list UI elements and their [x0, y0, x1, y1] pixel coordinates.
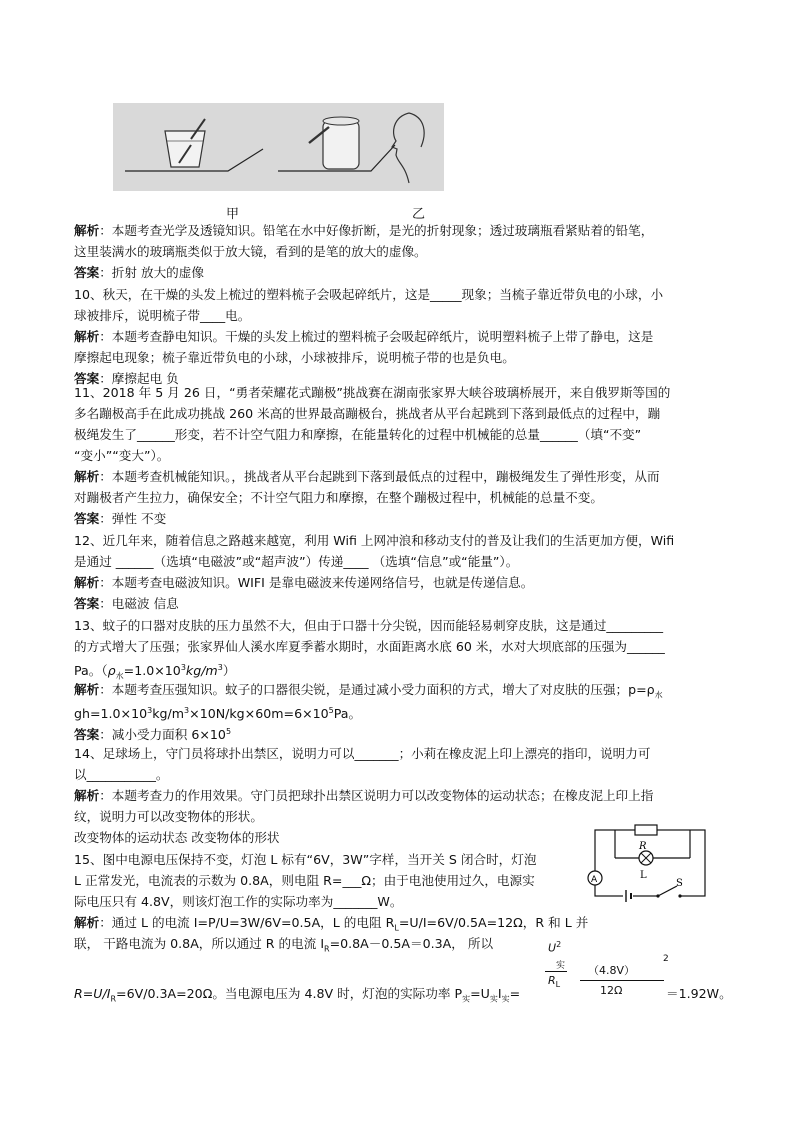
q14-line-2: 以___________。 [74, 767, 169, 782]
q9-answer: 答案：折射 放大的虚像 [74, 265, 204, 280]
q9-analysis-line-2: 这里装满水的玻璃瓶类似于放大镜，看到的是笔的放大的虚像。 [74, 244, 427, 259]
q9-analysis-line-1: 解析：本题考查光学及透镜知识。铅笔在水中好像折断，是光的折射现象；透过玻璃瓶看紧贴着的铅笔， [74, 223, 654, 238]
figure-caption-b: 乙 [412, 207, 426, 222]
fraction-numerator-1-sub: 实 [556, 961, 566, 971]
fraction-numerator-1: $U^2$ [548, 940, 562, 955]
figure-caption-a: 甲 [226, 207, 240, 222]
q11-analysis-line-1: 解析：本题考查机械能知识。，挑战者从平台起跳到下落到最低点的过程中，蹦极绳发生了弹性形变，从而 [74, 469, 660, 484]
q11-analysis-line-2: 对蹦极者产生拉力，确保安全；不计空气阻力和摩擦，在整个蹦极过程中，机械能的总量不变。 [74, 490, 603, 505]
q12-answer: 答案：电磁波 信息 [74, 596, 179, 611]
q15-analysis-line-2: 联， 干路电流为 0.8A，所以通过 R 的电流 $I_R=0.8A-0.5A=0.3A$， 所以 [74, 936, 494, 954]
q13-line-1: 13、蚊子的口器对皮肤的压力虽然不大，但由于口器十分尖锐，因而能轻易刺穿皮肤，这是通过_________ [74, 618, 664, 633]
q12-analysis: 解析：本题考查电磁波知识。WIFI 是靠电磁波来传递网络信号，也就是传递信息。 [74, 575, 534, 590]
q13-answer: 答案：减小受力面积 $6\times 10^5$ [74, 727, 232, 743]
resistor-icon [635, 825, 657, 835]
q11-line-3: 极绳发生了______形变，若不计空气阻力和摩擦，在能量转化的过程中机械能的总量______（填“不变” [74, 427, 642, 442]
q10-analysis-line-2: 摩擦起电现象；梳子靠近带负电的小球，小球被排斥，说明梳子带的也是负电。 [74, 350, 515, 365]
q15-analysis-line-3: $R=U/I_R=6V/0.3A=20\Omega$。当电源电压为 4.8V 时，灯泡的实际功率 $P_实=U_实I_实=$ [74, 986, 521, 1004]
q10-analysis-line-1: 解析：本题考查静电知识。干燥的头发上梳过的塑料梳子会吸起碎纸片，说明塑料梳子上带了静电，这是 [74, 329, 654, 344]
circuit-label-s: S [676, 878, 683, 889]
q10-line-2: 球被排斥，说明梳子带____电。 [74, 308, 251, 323]
circuit-label-r: R [639, 841, 647, 852]
q13-line-2: 的方式增大了压强；张家界仙人溪水库夏季蓄水期时，水面距离水底 60 米，水对大坝底部的压强为______ [74, 639, 665, 654]
q11-line-4: “变小”“变大”）。 [74, 448, 170, 463]
face-profile-icon [392, 113, 409, 183]
q14-analysis-line-2: 纹，说明力可以改变物体的形状。 [74, 809, 263, 824]
q15-line-3: 际电压只有 4.8V，则该灯泡工作的实际功率为_______W。 [74, 894, 403, 909]
fraction-denominator-1: $R_L$ [548, 974, 561, 990]
q13-analysis-line-1: 解析：本题考查压强知识。蚊子的口器很尖锐，是通过减小受力面积的方式，增大了对皮肤的压强；$p=\rho_水$ [74, 682, 663, 700]
circuit-diagram [580, 822, 710, 906]
figure-panel [113, 103, 444, 191]
q15-result: ＝1.92W。 [666, 986, 732, 1001]
q14-analysis-line-1: 解析：本题考查力的作用效果。守门员把球扑出禁区说明力可以改变物体的运动状态；在橡皮泥上印上指 [74, 788, 654, 803]
q12-line-1: 12、近几年来，随着信息之路越来越宽，利用 Wifi 上网冲浪和移动支付的普及让我们的生活更加方便，Wifi [74, 533, 675, 548]
q12-line-2: 是通过 ______（选填“电磁波”或“超声波”）传递____ （选填“信息”或“能量”）。 [74, 554, 519, 569]
q10-answer: 答案：摩擦起电 负 [74, 371, 179, 386]
q14-answer: 改变物体的运动状态 改变物体的形状 [74, 830, 280, 845]
q10-line-1: 10、秋天，在干燥的头发上梳过的塑料梳子会吸起碎纸片，这是_____现象；当梳子靠近带负电的小球，小 [74, 287, 664, 302]
q15-line-1: 15、图中电源电压保持不变，灯泡 L 标有“6V，3W”字样，当开关 S 闭合时，灯泡 [74, 852, 537, 867]
q14-line-1: 14、足球场上，守门员将球扑出禁区，说明力可以_______；小莉在橡皮泥上印上漂亮的指印，说明力可 [74, 746, 651, 761]
glass-icon [165, 131, 205, 167]
fraction-denominator-2: 12Ω [600, 984, 623, 997]
fraction-numerator-2-exp: 2 [663, 954, 669, 964]
fraction-bar-1 [545, 971, 567, 972]
q13-line-3: Pa。$(\rho_水=1.0\times 10^3kg/m^3)$ [74, 663, 236, 681]
circuit-label-l: L [640, 870, 647, 881]
fraction-bar-2 [580, 980, 664, 981]
optics-illustration [113, 103, 444, 191]
q13-analysis-line-2: $gh=1.0\times 10^3kg/m^3\times 10N/kg\times 60m=6\times 10^5Pa$。 [74, 706, 362, 722]
q11-line-2: 多名蹦极高手在此成功挑战 260 米高的世界最高蹦极台，挑战者从平台起跳到下落到最低点的过程中，蹦 [74, 406, 661, 421]
q11-answer: 答案：弹性 不变 [74, 511, 167, 526]
circuit-label-a: A [591, 875, 598, 885]
fraction-numerator-2: （4.8V） [588, 964, 636, 977]
q15-analysis-line-1: 解析：通过 L 的电流 I=P/U=3W/6V=0.5A，L 的电阻 $R_L=U/I=6V/0.5A=12\Omega$，R 和 L 并 [74, 915, 589, 933]
q15-line-2: L 正常发光，电流表的示数为 0.8A，则电阻 R=___Ω；由于电池使用过久，电源实 [74, 873, 535, 888]
q11-line-1: 11、2018 年 5 月 26 日，“勇者荣耀花式蹦极”挑战赛在湖南张家界大峡谷玻璃桥展开，来自俄罗斯等国的 [74, 385, 671, 400]
